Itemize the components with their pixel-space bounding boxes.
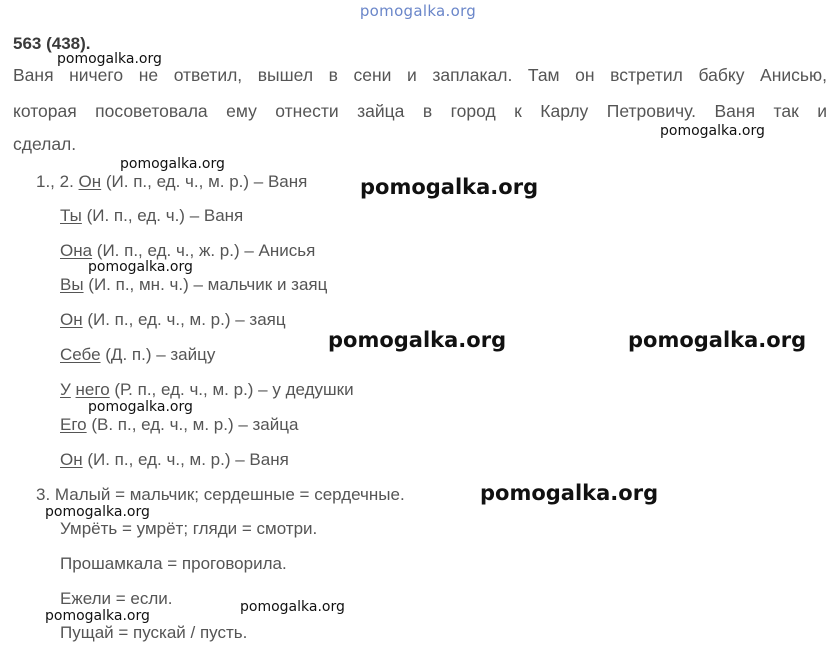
pronoun-word: Вы xyxy=(60,275,84,294)
pronoun-item-7 xyxy=(60,380,354,400)
pronoun-item-6 xyxy=(60,345,215,365)
paragraph-line-1: Ваня ничего не ответил, вышел в сени и заплакал. Там он встретил бабку Анисью, xyxy=(13,65,827,85)
pronoun-word: Она xyxy=(60,241,93,260)
watermark: pomogalka.org xyxy=(120,156,225,172)
item-prefix: 1., 2. xyxy=(36,172,74,191)
pronoun-item-1 xyxy=(36,172,307,192)
pronoun-word: Ты xyxy=(60,206,82,225)
pronoun-word: него xyxy=(75,380,110,399)
pronoun-item-8 xyxy=(60,415,298,435)
watermark: pomogalka.org xyxy=(660,123,765,139)
pronoun-word: У xyxy=(60,380,71,399)
pronoun-info: (Р. п., ед. ч., м. р.) – у дедушки xyxy=(109,380,354,399)
watermark: pomogalka.org xyxy=(328,328,507,352)
watermark: pomogalka.org xyxy=(45,608,150,624)
synonym-line-3: Прошамкала = проговорила. xyxy=(60,554,287,573)
site-header-watermark: pomogalka.org xyxy=(359,2,477,20)
paragraph-line-2: которая посоветовала ему отнести зайца в город к Карлу Петровичу. Ваня так и xyxy=(13,101,827,121)
watermark: pomogalka.org xyxy=(88,399,193,415)
pronoun-item-4 xyxy=(60,275,327,295)
pronoun-item-9 xyxy=(60,450,289,470)
pronoun-word: Себе xyxy=(60,345,101,364)
pronoun-word: Он xyxy=(60,310,83,329)
pronoun-info: (И. п., ед. ч.) – Ваня xyxy=(81,206,244,225)
pronoun-info: (И. п., ед. ч., м. р.) – Ваня xyxy=(82,450,289,469)
synonym-line-5: Пущай = пускай / пусть. xyxy=(60,623,248,642)
synonym-line-2: Умрёть = умрёт; гляди = смотри. xyxy=(60,519,318,538)
pronoun-info: (Д. п.) – зайцу xyxy=(100,345,216,364)
pronoun-item-3 xyxy=(60,241,315,261)
pronoun-info: (И. п., ед. ч., м. р.) – Ваня xyxy=(101,172,308,191)
pronoun-info: (В. п., ед. ч., м. р.) – зайца xyxy=(86,415,299,434)
pronoun-word: Его xyxy=(60,415,87,434)
paragraph-line-3: сделал. xyxy=(13,134,77,154)
pronoun-item-2 xyxy=(60,206,243,226)
watermark: pomogalka.org xyxy=(360,175,539,199)
pronoun-info: (И. п., ед. ч., ж. р.) – Анисья xyxy=(92,241,316,260)
pronoun-info: (И. п., мн. ч.) – мальчик и заяц xyxy=(83,275,328,294)
watermark: pomogalka.org xyxy=(88,259,193,275)
pronoun-word: Он xyxy=(78,172,102,191)
watermark: pomogalka.org xyxy=(57,51,162,67)
watermark: pomogalka.org xyxy=(628,328,807,352)
watermark: pomogalka.org xyxy=(240,599,345,615)
synonym-line-4: Ежели = если. xyxy=(60,589,173,608)
pronoun-word: Он xyxy=(60,450,83,469)
task-number: 563 (438). xyxy=(13,34,91,53)
pronoun-item-5 xyxy=(60,310,286,330)
watermark: pomogalka.org xyxy=(480,481,659,505)
synonym-line-1: 3. Малый = мальчик; сердешные = сердечные. xyxy=(36,485,405,504)
pronoun-info: (И. п., ед. ч., м. р.) – заяц xyxy=(82,310,286,329)
watermark: pomogalka.org xyxy=(45,504,150,520)
